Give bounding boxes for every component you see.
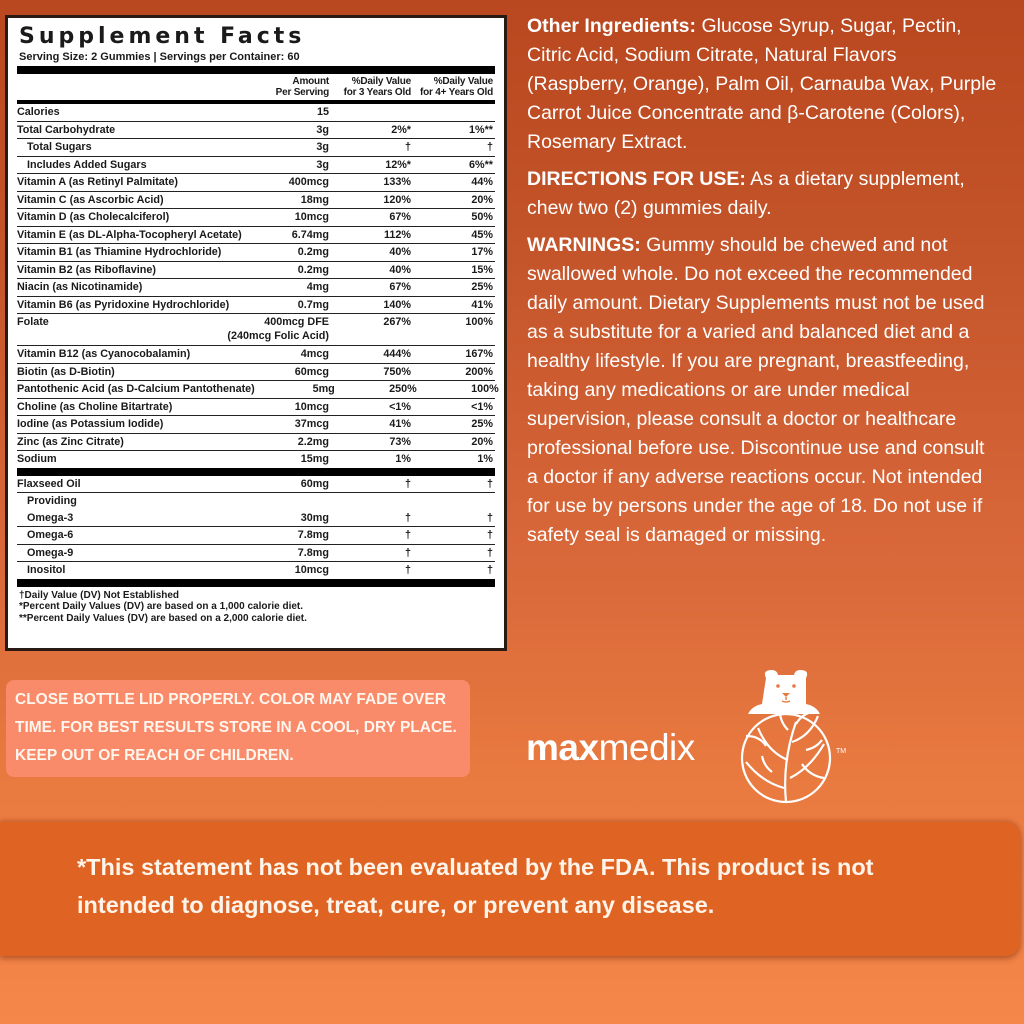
footnote-1000-cal: *Percent Daily Values (DV) are based on a 1,000 calorie diet. — [19, 601, 304, 612]
table-row — [17, 346, 495, 364]
amount-per-serving: 15 — [316, 106, 329, 118]
daily-value-3yr: 40% — [389, 263, 411, 276]
amount-sub: (240mcg Folic Acid) — [227, 330, 329, 342]
daily-value-3yr: 133% — [383, 176, 411, 188]
nutrient-name: Vitamin E (as DL-Alpha-Tocopheryl Acetate) — [17, 228, 242, 241]
daily-value-4yr: 25% — [471, 281, 493, 293]
daily-value-4yr: 1% — [477, 453, 493, 465]
daily-value-4yr: <1% — [471, 400, 493, 413]
daily-value-4yr: 100% — [471, 383, 499, 395]
daily-value-3yr: <1% — [389, 400, 411, 413]
amount-per-serving: 18mg — [300, 193, 329, 206]
nutrient-name: Biotin (as D-Biotin) — [17, 365, 115, 378]
table-row — [17, 262, 495, 280]
nutrient-name: Choline (as Choline Bitartrate) — [17, 400, 173, 413]
nutrient-name: Sodium — [17, 453, 57, 465]
table-row — [17, 364, 495, 382]
daily-value-4yr: 50% — [471, 211, 493, 223]
table-row — [17, 139, 495, 157]
nutrient-name: Zinc (as Zinc Citrate) — [17, 435, 124, 448]
daily-value-4yr: 25% — [471, 418, 493, 430]
table-row — [17, 476, 495, 494]
amount-per-serving: 3g — [316, 158, 329, 171]
daily-value-3yr: 250% — [389, 383, 417, 395]
daily-value-4yr: † — [486, 477, 493, 490]
footnotes — [17, 587, 495, 625]
nutrient-name: Providing — [27, 495, 77, 507]
storage-notice: CLOSE BOTTLE LID PROPERLY. COLOR MAY FADE OVER TIME. FOR BEST RESULTS STORE IN A COOL, DRY PLACE. KEEP OUT OF REACH OF CHILDREN. — [6, 680, 470, 777]
daily-value-3yr: † — [404, 477, 411, 490]
amount-per-serving: 3g — [316, 123, 329, 136]
nutrient-name: Vitamin B2 (as Riboflavine) — [17, 263, 156, 276]
directions: DIRECTIONS FOR USE: As a dietary supplement, chew two (2) gummies daily. — [527, 168, 965, 219]
brand-wordmark: maxmedix — [526, 727, 695, 768]
supplement-facts-panel — [5, 15, 507, 651]
footnote-dagger: †Daily Value (DV) Not Established — [19, 589, 180, 601]
nutrient-name: Inositol — [27, 564, 66, 576]
amount-per-serving: 6.74mg — [291, 228, 329, 241]
table-row — [17, 157, 495, 175]
trademark-mark: TM — [836, 748, 847, 755]
column-headers — [17, 74, 495, 100]
daily-value-4yr: 200% — [465, 365, 493, 378]
daily-value-3yr: 67% — [389, 281, 411, 293]
daily-value-4yr: 17% — [471, 246, 493, 258]
daily-value-4yr: 20% — [471, 193, 493, 206]
nutrient-name: Vitamin B1 (as Thiamine Hydrochloride) — [17, 246, 222, 258]
daily-value-4yr: † — [486, 511, 493, 524]
amount-per-serving: 60mcg — [294, 365, 329, 378]
amount-per-serving: 400mcg — [288, 176, 329, 188]
amount-per-serving: 400mcg DFE (240mcg Folic Acid) — [179, 315, 329, 343]
table-row — [17, 510, 495, 528]
nutrient-name: Pantothenic Acid (as D-Calcium Pantothenate) — [17, 383, 255, 395]
amount-per-serving: 4mcg — [300, 348, 329, 360]
daily-value-4yr — [411, 493, 493, 510]
amount-per-serving: 15mg — [300, 453, 329, 465]
daily-value-3yr: 112% — [383, 228, 411, 241]
daily-value-4yr: 45% — [471, 228, 493, 241]
table-row — [17, 527, 495, 545]
nutrient-name: Omega-3 — [27, 511, 74, 524]
nutrient-name: Iodine (as Potassium Iodide) — [17, 418, 164, 430]
amount-per-serving: 7.8mg — [297, 529, 329, 541]
nutrient-name: Omega-9 — [27, 546, 74, 559]
header-dv-4yr: %Daily Value for 4+ Years Old — [419, 76, 493, 98]
amount-per-serving: 10mcg — [294, 211, 329, 223]
footnote-2000-cal: **Percent Daily Values (DV) are based on a 2,000 calorie diet. — [19, 612, 307, 624]
table-row — [17, 192, 495, 210]
daily-value-4yr: 167% — [465, 348, 493, 360]
table-row — [17, 314, 495, 346]
amount-per-serving: 60mg — [300, 477, 329, 490]
table-row — [17, 493, 495, 510]
table-row — [17, 381, 499, 399]
amount-per-serving: 7.8mg — [297, 546, 329, 559]
daily-value-3yr: 1% — [395, 453, 411, 465]
daily-value-4yr — [411, 104, 493, 121]
divider-thick — [17, 468, 495, 476]
daily-value-4yr: 6%** — [468, 158, 493, 171]
nutrient-name: Niacin (as Nicotinamide) — [17, 281, 143, 293]
product-info — [527, 12, 997, 558]
serving-info: Serving Size: 2 Gummies | Servings per Container: 60 — [19, 51, 300, 63]
fda-disclaimer-banner: *This statement has not been evaluated by the FDA. This product is not intended to diagnose, treat, cure, or prevent any disease. — [0, 822, 1020, 956]
daily-value-3yr: † — [404, 511, 411, 524]
daily-value-3yr: 267% — [383, 316, 411, 328]
nutrient-name: Omega-6 — [27, 529, 74, 541]
table-row — [17, 434, 495, 452]
amount-per-serving: 2.2mg — [297, 435, 329, 448]
daily-value-3yr: † — [404, 564, 411, 576]
amount-per-serving: 3g — [316, 141, 329, 153]
table-row — [17, 545, 495, 563]
nutrient-name: Includes Added Sugars — [27, 158, 147, 171]
nutrient-name: Vitamin C (as Ascorbic Acid) — [17, 193, 164, 206]
amount-per-serving: 4mg — [306, 281, 329, 293]
table-row — [17, 399, 495, 417]
daily-value-3yr: 140% — [383, 298, 411, 311]
table-row — [17, 244, 495, 262]
daily-value-4yr: 100% — [465, 316, 493, 328]
nutrient-name: Vitamin D (as Cholecalciferol) — [17, 211, 170, 223]
daily-value-4yr: 1%** — [468, 123, 493, 136]
daily-value-3yr: 120% — [383, 193, 411, 206]
brand-logo-block — [526, 668, 856, 808]
amount-per-serving: 30mg — [300, 511, 329, 524]
daily-value-3yr: 41% — [389, 418, 411, 430]
nutrient-rows — [17, 104, 499, 468]
facts-title: Supplement Facts — [19, 24, 306, 49]
daily-value-3yr: † — [404, 529, 411, 541]
table-row — [17, 122, 495, 140]
table-row — [17, 416, 495, 434]
header-amount: Amount Per Serving — [275, 76, 329, 98]
amount-per-serving: 37mcg — [294, 418, 329, 430]
nutrient-name: Folate — [17, 316, 49, 328]
nutrient-name: Flaxseed Oil — [17, 477, 81, 490]
daily-value-3yr: 444% — [383, 348, 411, 360]
daily-value-4yr: † — [486, 546, 493, 559]
amount-per-serving — [249, 493, 329, 510]
table-row — [17, 297, 495, 315]
warnings: WARNINGS: Gummy should be chewed and not swallowed whole. Do not exceed the recommended daily amount. Dietary Supplements must not be used as a substitute for a varied and balanced diet and a healthy lifestyle. If you are pregnant, breastfeeding, taking any medications or are under medical supervision, please consult a doctor or healthcare professional before use. Discontinue use and consult a doctor if any adverse reactions occur. Not intended for use by persons under the age of 18. Do not use if safety seal is damaged or missing. — [527, 234, 985, 546]
table-row — [17, 174, 495, 192]
daily-value-3yr: 67% — [389, 211, 411, 223]
daily-value-4yr: 41% — [471, 298, 493, 311]
daily-value-3yr: † — [404, 546, 411, 559]
nutrient-name: Vitamin B12 (as Cyanocobalamin) — [17, 348, 191, 360]
nutrient-name: Vitamin A (as Retinyl Palmitate) — [17, 176, 178, 188]
daily-value-3yr: 73% — [389, 435, 411, 448]
daily-value-3yr: 40% — [389, 246, 411, 258]
daily-value-3yr: † — [404, 141, 411, 153]
nutrient-name: Calories — [17, 106, 60, 118]
divider-thick — [17, 66, 495, 74]
daily-value-3yr: 750% — [383, 365, 411, 378]
header-dv-3yr: %Daily Value for 3 Years Old — [343, 76, 411, 98]
table-row — [17, 279, 495, 297]
amount-per-serving: 0.2mg — [297, 263, 329, 276]
daily-value-3yr: 2%* — [391, 123, 411, 136]
amount-per-serving: 5mg — [312, 383, 335, 395]
table-row — [17, 227, 495, 245]
daily-value-4yr: 20% — [471, 435, 493, 448]
nutrient-name: Total Carbohydrate — [17, 123, 116, 136]
table-row — [17, 209, 495, 227]
daily-value-3yr — [329, 104, 411, 121]
table-row — [17, 562, 495, 579]
divider-thick — [17, 579, 495, 587]
daily-value-4yr: † — [486, 529, 493, 541]
amount-per-serving: 10mcg — [294, 400, 329, 413]
daily-value-4yr: 44% — [471, 176, 493, 188]
daily-value-4yr: † — [486, 141, 493, 153]
amount-per-serving: 10mcg — [294, 564, 329, 576]
bear-leaf-globe-icon — [736, 668, 836, 808]
daily-value-4yr: † — [486, 564, 493, 576]
daily-value-4yr: 15% — [471, 263, 493, 276]
amount-per-serving: 0.7mg — [297, 298, 329, 311]
nutrient-name: Vitamin B6 (as Pyridoxine Hydrochloride) — [17, 298, 230, 311]
nutrient-name: Total Sugars — [27, 141, 92, 153]
table-row — [17, 104, 495, 122]
other-nutrient-rows — [17, 476, 495, 579]
daily-value-3yr — [329, 493, 411, 510]
table-row — [17, 451, 495, 468]
daily-value-3yr: 12%* — [385, 158, 411, 171]
other-ingredients: Other Ingredients: Glucose Syrup, Sugar, Pectin, Citric Acid, Sodium Citrate, Natural Flavors (Raspberry, Orange), Palm Oil, Carnauba Wax, Purple Carrot Juice Concentrate and β-Carotene (Colors), Rosemary Extract. — [527, 15, 997, 153]
amount-per-serving: 0.2mg — [297, 246, 329, 258]
